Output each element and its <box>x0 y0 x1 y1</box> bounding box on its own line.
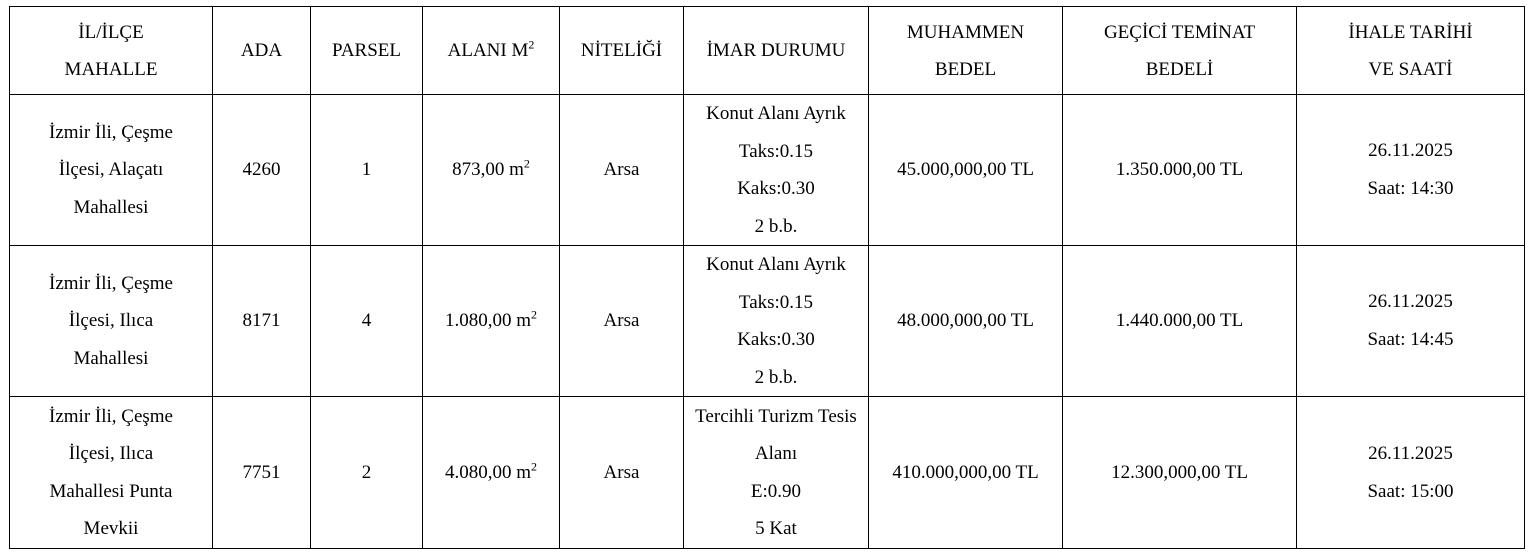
cell-imar: Konut Alanı Ayrık Taks:0.15 Kaks:0.30 2 b.b. <box>684 95 869 246</box>
table-header-row <box>10 7 1525 95</box>
header-teminat: GEÇİCİ TEMİNAT BEDELİ <box>1063 7 1297 95</box>
cell-alan: 4.080,00 $m^2$ <box>423 397 560 549</box>
cell-location: İzmir İli, Çeşme İlçesi, Ilıca Mahallesi <box>10 246 213 397</box>
cell-muhammen: 410.000,000,00 TL <box>869 397 1063 549</box>
cell-muhammen: 45.000,000,00 TL <box>869 95 1063 246</box>
cell-teminat: 1.350.000,00 TL <box>1063 95 1297 246</box>
header-parsel: PARSEL <box>311 7 423 95</box>
cell-location: İzmir İli, Çeşme İlçesi, Alaçatı Mahallesi <box>10 95 213 246</box>
cell-parsel: 4 <box>311 246 423 397</box>
auction-table <box>9 6 1525 549</box>
cell-imar: Tercihli Turizm Tesis Alanı E:0.90 5 Kat <box>684 397 869 549</box>
table-row <box>10 246 1525 397</box>
table-row <box>10 95 1525 246</box>
header-niteligi: NİTELİĞİ <box>560 7 684 95</box>
header-il-ilce: İL/İLÇE MAHALLE <box>10 7 213 95</box>
cell-alan: 1.080,00 $m^2$ <box>423 246 560 397</box>
cell-ada: 4260 <box>213 95 311 246</box>
cell-ihale: 26.11.2025 Saat: 15:00 <box>1297 397 1525 549</box>
cell-ihale: 26.11.2025 Saat: 14:30 <box>1297 95 1525 246</box>
table-row <box>10 397 1525 549</box>
cell-muhammen: 48.000,000,00 TL <box>869 246 1063 397</box>
header-muhammen: MUHAMMEN BEDEL <box>869 7 1063 95</box>
cell-nitelik: Arsa <box>560 95 684 246</box>
cell-ada: 7751 <box>213 397 311 549</box>
cell-nitelik: Arsa <box>560 246 684 397</box>
cell-alan: 873,00 $m^2$ <box>423 95 560 246</box>
cell-teminat: 12.300,000,00 TL <box>1063 397 1297 549</box>
header-alani: ALANI $M^2$ <box>423 7 560 95</box>
cell-ihale: 26.11.2025 Saat: 14:45 <box>1297 246 1525 397</box>
header-ihale: İHALE TARİHİ VE SAATİ <box>1297 7 1525 95</box>
cell-parsel: 1 <box>311 95 423 246</box>
auction-table-container <box>9 6 1524 549</box>
cell-ada: 8171 <box>213 246 311 397</box>
cell-teminat: 1.440.000,00 TL <box>1063 246 1297 397</box>
cell-location: İzmir İli, Çeşme İlçesi, Ilıca Mahallesi Punta Mevkii <box>10 397 213 549</box>
header-ada: ADA <box>213 7 311 95</box>
cell-imar: Konut Alanı Ayrık Taks:0.15 Kaks:0.30 2 b.b. <box>684 246 869 397</box>
header-imar: İMAR DURUMU <box>684 7 869 95</box>
cell-nitelik: Arsa <box>560 397 684 549</box>
cell-parsel: 2 <box>311 397 423 549</box>
